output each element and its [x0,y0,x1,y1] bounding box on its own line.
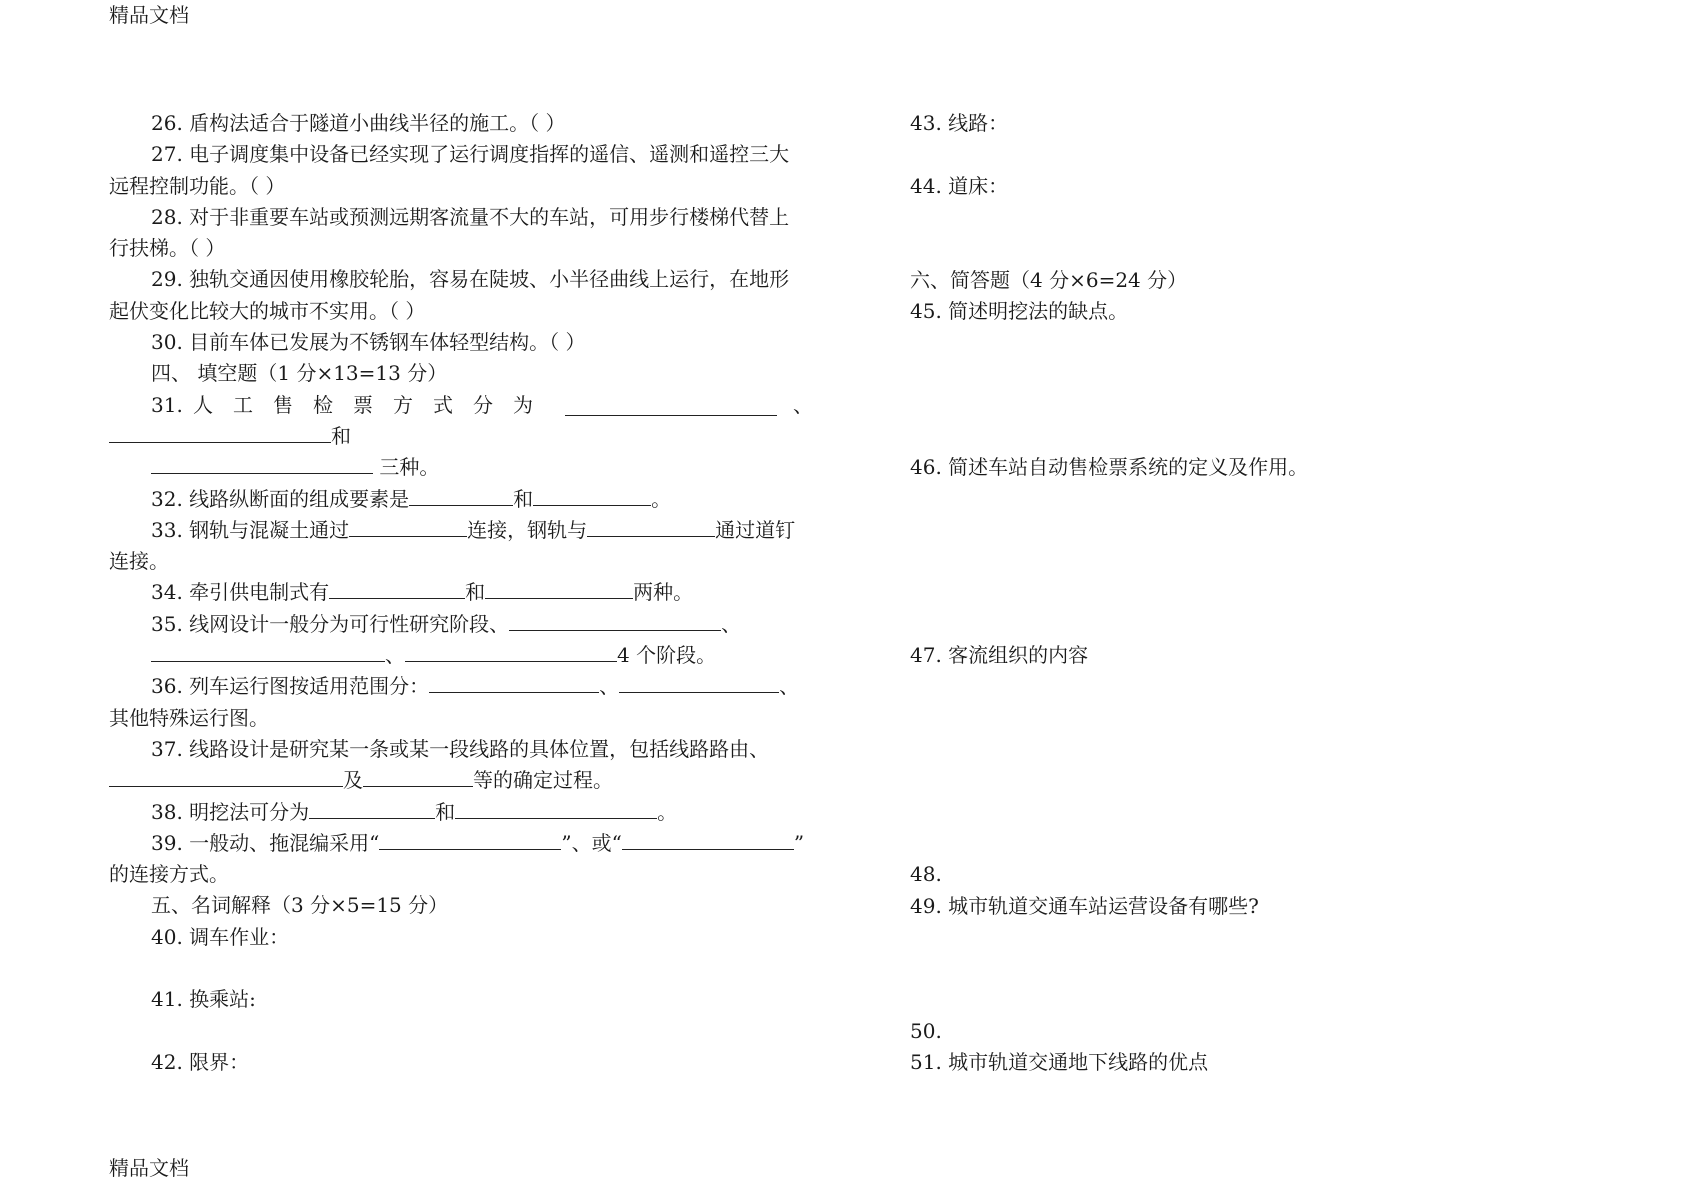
question-31-line2 [109,421,829,452]
question-37-line1: 37. 线路设计是研究某一条或某一段线路的具体位置，包括线路路由、 [151,736,770,761]
q31-char: 为 [513,392,533,417]
answer-blank[interactable] [109,421,331,443]
question-37-line2 [109,765,829,796]
question-48: 48. [910,862,942,887]
answer-blank[interactable] [509,609,721,631]
q31-char: 人 [193,392,213,417]
answer-blank[interactable] [533,484,651,506]
question-47: 47. 客流组织的内容 [910,643,1089,668]
question-28-line2: 行扶梯。（ ） [109,236,226,261]
answer-blank[interactable] [405,640,617,662]
page-header: 精品文档 [109,3,189,27]
q37-mid: 及 [343,768,363,793]
question-35-line1 [109,609,829,640]
question-29-line2: 起伏变化比较大的城市不实用。（ ） [109,298,426,323]
question-36-line1 [109,671,829,702]
question-30: 30. 目前车体已发展为不锈钢车体轻型结构。（ ） [151,330,586,355]
question-28-line1: 28. 对于非重要车站或预测远期客流量不大的车站，可用步行楼梯代替上 [151,204,790,229]
question-27-line2: 远程控制功能。（ ） [109,173,286,198]
spacer [109,953,829,984]
answer-blank[interactable] [565,394,777,416]
question-50: 50. [910,1018,942,1043]
q31-char: 票 [353,392,373,417]
q35-sep: 、 [721,611,742,636]
section-5-heading: 五、名词解释（3 分×5=15 分） [151,893,449,918]
question-35-line2 [109,640,829,671]
answer-blank[interactable] [109,765,247,787]
answer-blank[interactable] [329,577,465,599]
q33-mid: 连接，钢轨与 [467,517,588,542]
question-45: 45. 简述明挖法的缺点。 [910,298,1129,323]
q32-end: 。 [651,486,672,511]
answer-blank[interactable] [485,577,633,599]
question-33-line1 [109,515,829,546]
q36-sep1: 、 [599,674,620,699]
question-31-number: 31. [151,392,183,417]
question-36-line2: 其他特殊运行图。 [109,705,269,730]
q31-separator: 、 [793,392,813,417]
q31-char: 工 [233,392,253,417]
q39-text: 39. 一般动、拖混编采用“ [151,830,380,855]
spacer [109,1016,829,1047]
question-34 [109,577,829,608]
q36-sep2: 、 [779,674,800,699]
question-39-line2: 的连接方式。 [109,862,229,887]
answer-blank[interactable] [151,452,373,474]
question-31-line3 [109,452,829,483]
q39-end: ” [793,830,805,855]
answer-blank[interactable] [429,671,599,693]
answer-blank[interactable] [619,671,779,693]
question-49: 49. 城市轨道交通车站运营设备有哪些? [910,893,1259,918]
answer-blank[interactable] [151,640,385,662]
question-26: 26. 盾构法适合于隧道小曲线半径的施工。（ ） [151,111,566,135]
q38-end: 。 [657,799,678,824]
question-33-line2: 连接。 [109,549,169,574]
answer-blank[interactable] [409,484,513,506]
q38-text: 38. 明挖法可分为 [151,799,310,824]
q35-text: 35. 线网设计一般分为可行性研究阶段、 [151,611,510,636]
question-39-line1 [109,828,829,859]
q31-char: 方 [393,392,413,417]
question-42: 42. 限界： [151,1049,250,1074]
q39-mid: ”、或“ [561,830,622,855]
answer-blank[interactable] [587,515,715,537]
question-38 [109,797,829,828]
q34-text: 34. 牵引供电制式有 [151,580,330,605]
question-46: 46. 简述车站自动售检票系统的定义及作用。 [910,455,1309,480]
q34-end: 两种。 [633,580,694,605]
question-43: 43. 线路： [910,111,1009,135]
q31-char: 检 [313,392,333,417]
section-6-heading: 六、简答题（4 分×6=24 分） [910,267,1188,292]
right-column [910,108,1630,1088]
q31-char: 分 [473,392,493,417]
question-32 [109,484,829,515]
answer-blank[interactable] [622,828,794,850]
answer-blank[interactable] [363,765,473,787]
question-40: 40. 调车作业： [151,924,290,949]
section-4-heading: 四、 填空题（1 分×13=13 分） [151,361,448,386]
q35-sep2: 、 [385,643,405,668]
question-29-line1: 29. 独轨交通因使用橡胶轮胎，容易在陡坡、小半径曲线上运行，在地形 [151,267,790,292]
q31-char: 售 [273,392,293,417]
answer-blank[interactable] [309,797,435,819]
q33-end: 通过道钉 [715,517,796,542]
question-31-line1 [109,390,829,421]
answer-blank[interactable] [349,515,467,537]
answer-blank[interactable] [247,765,343,787]
q37-end: 等的确定过程。 [473,768,613,793]
question-51: 51. 城市轨道交通地下线路的优点 [910,1050,1209,1074]
q31-end: 三种。 [379,455,440,480]
q33-text: 33. 钢轨与混凝土通过 [151,517,350,542]
question-44: 44. 道床： [910,173,1009,198]
q38-and: 和 [435,799,456,824]
q36-text: 36. 列车运行图按适用范围分： [151,674,430,699]
q31-and: 和 [331,423,351,448]
q32-and: 和 [513,486,534,511]
left-column [109,108,829,1078]
q34-and: 和 [465,580,486,605]
page-footer: 精品文档 [109,1156,189,1180]
question-27-line1: 27. 电子调度集中设备已经实现了运行调度指挥的遥信、遥测和遥控三大 [151,142,790,167]
q31-char: 式 [433,392,453,417]
answer-blank[interactable] [455,797,657,819]
question-41: 41. 换乘站: [151,987,256,1012]
q32-text: 32. 线路纵断面的组成要素是 [151,486,410,511]
q35-end: 4 个阶段。 [617,643,717,668]
question-31-stem [193,390,533,421]
answer-blank[interactable] [379,828,561,850]
